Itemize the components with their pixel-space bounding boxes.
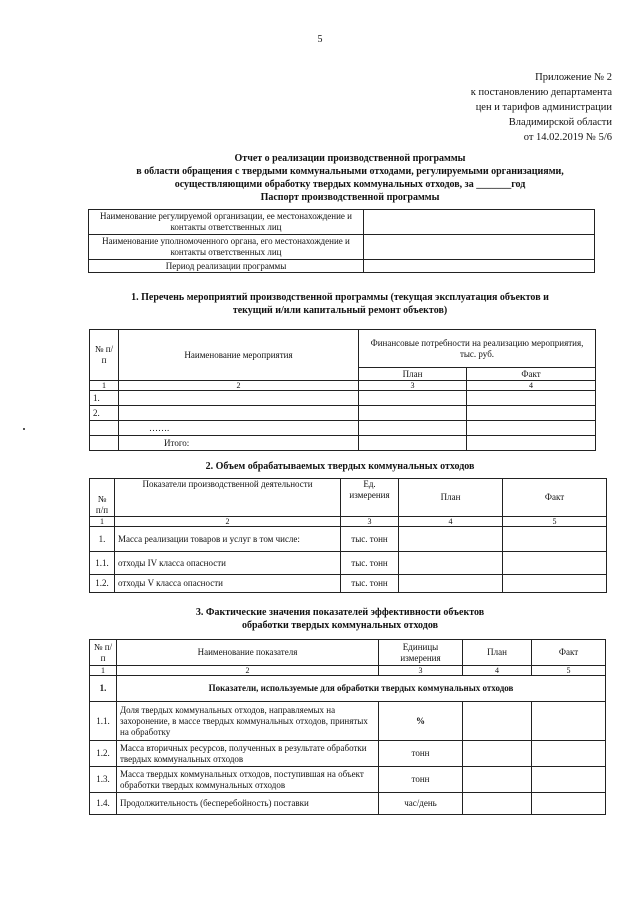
row-plan xyxy=(399,575,503,593)
row-plan xyxy=(463,702,532,741)
row-unit: тыс. тонн xyxy=(341,575,399,593)
row-num: 1.1. xyxy=(90,552,115,575)
row-unit: тыс. тонн xyxy=(341,552,399,575)
index-cell: 5 xyxy=(503,517,607,527)
row-name: Доля твердых коммунальных отходов, направляемых на захоронение, в массе твердых коммунальных отходов, принятых на обработку xyxy=(117,702,379,741)
table-row xyxy=(90,391,596,406)
row-plan xyxy=(359,391,467,406)
row-fact xyxy=(503,552,607,575)
title-line: Паспорт производственной программы xyxy=(260,192,440,203)
row-fact xyxy=(503,575,607,593)
report-title xyxy=(60,152,640,204)
index-cell: 3 xyxy=(379,666,463,676)
col-fact-header: Факт xyxy=(532,640,606,666)
row-fact xyxy=(532,702,606,741)
index-cell: 4 xyxy=(463,666,532,676)
row-plan xyxy=(359,406,467,421)
row-num: 1.1. xyxy=(90,702,117,741)
indicators-table xyxy=(89,639,606,815)
row-num: 2. xyxy=(90,406,119,421)
row-unit: % xyxy=(379,702,463,741)
appendix-line: к постановлению департамента xyxy=(470,87,612,98)
table-row xyxy=(90,406,596,421)
row-plan xyxy=(463,741,532,767)
row-fact xyxy=(467,391,596,406)
row-num: 1. xyxy=(90,391,119,406)
row-name: Масса вторичных ресурсов, полученных в результате обработки твердых коммунальных отходов xyxy=(117,741,379,767)
index-cell: 1 xyxy=(90,666,117,676)
passport-value xyxy=(364,210,595,235)
index-cell: 5 xyxy=(532,666,606,676)
col-num-header: № п/п xyxy=(90,330,119,381)
row-num: 1.2. xyxy=(90,575,115,593)
col-plan-header: План xyxy=(359,368,467,381)
row-unit: час/день xyxy=(379,793,463,815)
table-row xyxy=(90,575,607,593)
index-cell: 1 xyxy=(90,381,119,391)
table-row xyxy=(90,702,606,741)
row-name: Масса твердых коммунальных отходов, поступившая на объект обработки твердых коммунальных отходов xyxy=(117,767,379,793)
table-row xyxy=(90,421,596,436)
title-line: Отчет о реализации производственной программы xyxy=(234,153,466,164)
row-plan xyxy=(359,421,467,436)
volume-table xyxy=(89,478,607,593)
row-num xyxy=(90,421,119,436)
row-name: Масса реализации товаров и услуг в том числе: xyxy=(115,527,341,552)
row-name xyxy=(119,406,359,421)
row-plan xyxy=(399,527,503,552)
table-row xyxy=(90,527,607,552)
row-unit: тонн xyxy=(379,741,463,767)
col-fact-header: Факт xyxy=(467,368,596,381)
row-unit: тонн xyxy=(379,767,463,793)
section3-heading xyxy=(60,606,620,632)
group-num: 1. xyxy=(90,676,117,702)
heading-line: текущий и/или капитальный ремонт объектов) xyxy=(232,305,448,316)
passport-value xyxy=(364,260,595,273)
row-fact xyxy=(467,421,596,436)
heading-line: 3. Фактические значения показателей эффективности объектов xyxy=(195,607,485,618)
section1-heading xyxy=(60,291,620,317)
heading-line: 1. Перечень мероприятий производственной программы (текущая эксплуатация объектов и xyxy=(131,292,549,303)
row-name: отходы IV класса опасности xyxy=(115,552,341,575)
row-name: Продолжительность (бесперебойность) поставки xyxy=(117,793,379,815)
index-cell: 3 xyxy=(341,517,399,527)
row-fact xyxy=(467,436,596,451)
row-plan xyxy=(463,767,532,793)
col-fact-header: Факт xyxy=(503,479,607,517)
heading-line: обработки твердых коммунальных отходов xyxy=(242,620,438,631)
title-line: в области обращения с твердыми коммунальными отходами, регулируемыми организациями, xyxy=(136,166,564,177)
appendix-line: от 14.02.2019 № 5/6 xyxy=(523,132,612,143)
index-cell: 2 xyxy=(115,517,341,527)
row-fact xyxy=(467,406,596,421)
row-fact xyxy=(532,767,606,793)
row-plan xyxy=(359,436,467,451)
passport-label: Наименование уполномоченного органа, его местонахождение и контакты ответственных лиц xyxy=(89,235,364,260)
scan-speck xyxy=(23,428,25,430)
row-fact xyxy=(532,793,606,815)
table-row xyxy=(90,793,606,815)
section2-heading xyxy=(60,460,620,473)
col-fin-header: Финансовые потребности на реализацию мероприятия, тыс. руб. xyxy=(359,330,596,368)
passport-label: Период реализации программы xyxy=(89,260,364,273)
passport-value xyxy=(364,235,595,260)
appendix-line: Владимирской области xyxy=(508,117,612,128)
row-unit: тыс. тонн xyxy=(341,527,399,552)
row-plan xyxy=(399,552,503,575)
index-cell: 1 xyxy=(90,517,115,527)
col-unit-header: Ед. измерения xyxy=(341,479,399,517)
row-num: 1.2. xyxy=(90,741,117,767)
appendix-line: цен и тарифов администрации xyxy=(475,102,612,113)
passport-table xyxy=(88,209,595,273)
index-cell: 4 xyxy=(467,381,596,391)
row-num: 1.4. xyxy=(90,793,117,815)
activities-table xyxy=(89,329,596,451)
index-cell: 2 xyxy=(117,666,379,676)
col-ind-header: Показатели производственной деятельности xyxy=(115,479,341,517)
passport-label: Наименование регулируемой организации, ее местонахождение и контакты ответственных лиц xyxy=(89,210,364,235)
page-number: 5 xyxy=(317,34,323,45)
row-num: 1. xyxy=(90,527,115,552)
index-cell: 2 xyxy=(119,381,359,391)
index-cell: 3 xyxy=(359,381,467,391)
row-name: отходы V класса опасности xyxy=(115,575,341,593)
title-line: осуществляющими обработку твердых коммунальных отходов, за _______год xyxy=(174,179,526,190)
row-name xyxy=(119,391,359,406)
table-row xyxy=(90,436,596,451)
table-row xyxy=(90,767,606,793)
index-cell: 4 xyxy=(399,517,503,527)
row-fact xyxy=(532,741,606,767)
row-plan xyxy=(463,793,532,815)
table-row xyxy=(90,552,607,575)
col-num-header: № п/п xyxy=(90,640,117,666)
col-plan-header: План xyxy=(463,640,532,666)
table-row xyxy=(90,741,606,767)
total-label: Итого: xyxy=(119,436,359,451)
col-name-header: Наименование показателя xyxy=(117,640,379,666)
col-name-header: Наименование мероприятия xyxy=(119,330,359,381)
appendix-line: Приложение № 2 xyxy=(535,72,612,83)
row-num: 1.3. xyxy=(90,767,117,793)
appendix-header xyxy=(418,70,612,145)
row-num xyxy=(90,436,119,451)
row-name: ……. xyxy=(119,421,359,436)
col-num-header: № п/п xyxy=(90,479,115,517)
row-fact xyxy=(503,527,607,552)
group-row xyxy=(90,676,606,702)
heading-line: 2. Объем обрабатываемых твердых коммунальных отходов xyxy=(205,461,475,472)
col-unit-header: Единицы измерения xyxy=(379,640,463,666)
col-plan-header: План xyxy=(399,479,503,517)
group-title: Показатели, используемые для обработки твердых коммунальных отходов xyxy=(117,676,606,702)
